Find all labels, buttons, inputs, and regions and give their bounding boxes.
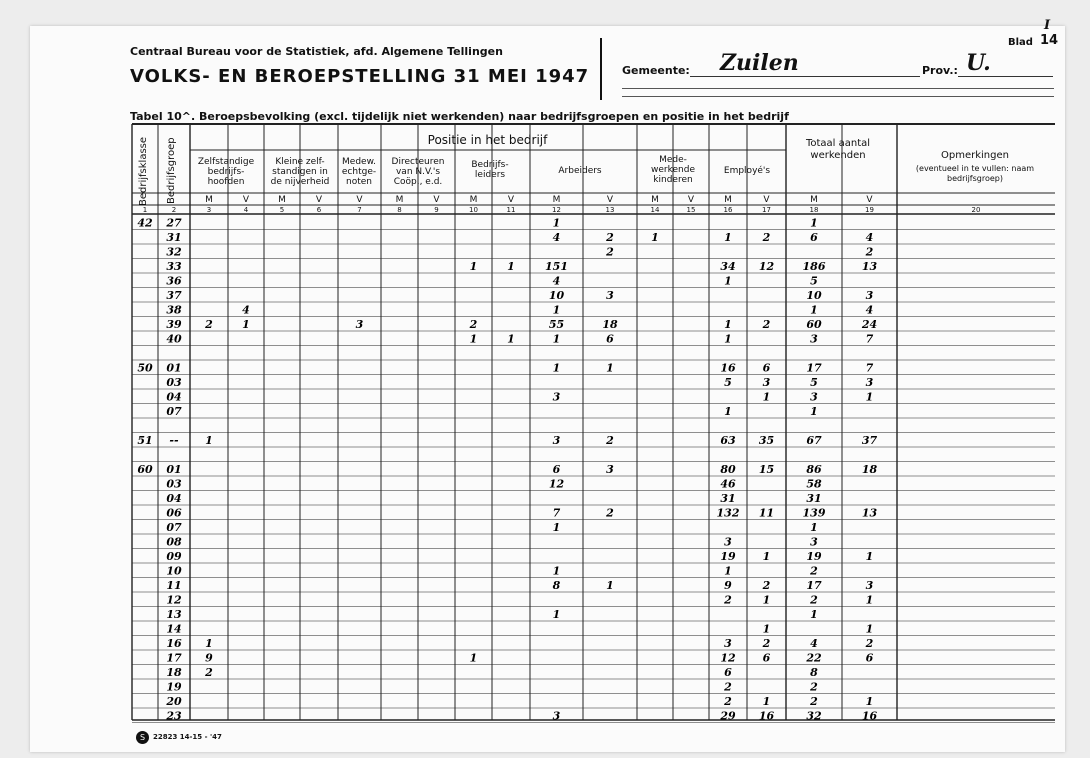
column-number: 6 <box>316 206 322 214</box>
row-bedrijfsgroep: 13 <box>166 608 182 621</box>
table-cell-value: 3 <box>552 709 561 723</box>
table-cell-value: 1 <box>651 231 659 244</box>
table-cell-value: 2 <box>606 245 614 259</box>
column-number: 8 <box>397 206 402 214</box>
row-bedrijfsgroep: 01 <box>166 361 182 375</box>
row-bedrijfsgroep: 10 <box>166 564 182 578</box>
row-bedrijfsgroep: 03 <box>166 477 182 491</box>
table-cell-value: 1 <box>810 521 818 534</box>
table-cell-value: 4 <box>865 303 874 317</box>
row-bedrijfsgroep: 36 <box>166 274 182 288</box>
column-number: 1 <box>142 206 148 214</box>
table-cell-value: 2 <box>469 318 478 331</box>
table-cell-value: 1 <box>507 260 515 273</box>
table-cell-value: 2 <box>762 231 771 244</box>
table-cell-value: 1 <box>724 274 732 288</box>
row-bedrijfsgroep: 39 <box>166 318 182 331</box>
table-cell-value: 1 <box>762 390 771 404</box>
group-medewerkende: Mede- werkende kinderen <box>651 155 695 185</box>
table-cell-value: 1 <box>865 593 874 607</box>
row-bedrijfsgroep: 37 <box>166 289 182 302</box>
prov-value: U. <box>966 50 991 76</box>
row-bedrijfsgroep: 07 <box>166 521 182 534</box>
column-number: 19 <box>865 206 874 214</box>
table-cell-value: 4 <box>865 231 874 244</box>
table-cell-value: 3 <box>810 332 818 346</box>
table-cell-value: 1 <box>507 332 515 346</box>
table-cell-value: 1 <box>810 608 818 621</box>
table-cell-value: 1 <box>865 695 874 708</box>
table-cell-value: 6 <box>552 463 561 476</box>
group-opmerkingen: Opmerkingen <box>941 150 1009 161</box>
mv-label: V <box>315 195 323 205</box>
table-cell-value: 6 <box>724 666 732 679</box>
table-cell-value: 1 <box>606 579 614 592</box>
column-number: 7 <box>357 206 362 214</box>
table-cell-value: 15 <box>758 463 775 476</box>
table-cell-value: 3 <box>865 289 874 302</box>
table-cell-value: 17 <box>806 361 822 375</box>
row-bedrijfsgroep: 18 <box>166 666 182 679</box>
census-title: VOLKS- EN BEROEPSTELLING 31 MEI 1947 <box>130 66 590 87</box>
table-cell-value: 2 <box>724 680 732 694</box>
table-cell-value: 80 <box>720 463 736 476</box>
group-employes: Employé's <box>723 166 771 176</box>
column-number: 18 <box>809 206 819 214</box>
mv-label: V <box>606 195 614 205</box>
table-cell-value: 12 <box>548 477 565 491</box>
group-zelfstandige: Zelfstandige bedrijfs- hoofden <box>197 157 255 187</box>
table-cell-value: 2 <box>606 434 614 447</box>
column-number: 15 <box>686 206 696 214</box>
table-cell-value: 12 <box>720 651 736 665</box>
table-cell-value: 1 <box>724 332 732 346</box>
table-cell-value: 2 <box>810 564 818 578</box>
column-number: 10 <box>469 206 478 214</box>
table-cell-value: 22 <box>806 651 822 665</box>
table-cell-value: 3 <box>810 535 818 549</box>
table-cell-value: 37 <box>861 434 878 447</box>
col-bedrijfsgroep: Bedrijfsgroep <box>166 137 177 205</box>
row-bedrijfsklasse: 60 <box>137 463 153 476</box>
column-number: 11 <box>506 206 516 214</box>
table-cell-value: 4 <box>242 303 250 317</box>
column-number: 12 <box>552 206 561 214</box>
gemeente-value: Zuilen <box>720 50 799 76</box>
table-cell-value: 9 <box>205 651 213 665</box>
table-cell-value: 132 <box>716 506 740 520</box>
table-cell-value: 1 <box>552 332 561 346</box>
row-bedrijfsgroep: 04 <box>166 492 182 505</box>
table-cell-value: 7 <box>865 361 874 375</box>
table-cell-value: 3 <box>606 463 614 476</box>
row-bedrijfsklasse: 50 <box>137 361 153 375</box>
table-cell-value: 1 <box>762 550 771 563</box>
row-bedrijfsgroep: 09 <box>166 550 182 563</box>
table-cell-value: 2 <box>724 593 732 607</box>
table-cell-value: 18 <box>602 318 618 331</box>
table-cell-value: 1 <box>810 216 818 230</box>
blad-label: Blad <box>1008 37 1033 48</box>
table-cell-value: 3 <box>724 535 732 549</box>
table-cell-value: 1 <box>724 405 732 418</box>
group-arbeiders: Arbeiders <box>558 166 602 176</box>
table-cell-value: 1 <box>242 318 250 331</box>
table-cell-value: 151 <box>545 260 568 273</box>
row-bedrijfsgroep: 17 <box>166 651 182 665</box>
table-cell-value: 16 <box>720 361 736 375</box>
table-cell-value: 6 <box>865 651 874 665</box>
table-cell-value: 139 <box>802 506 826 520</box>
group-kleine: Kleine zelf- standigen in de nijverheid <box>270 157 330 187</box>
table-cell-value: 5 <box>724 376 732 389</box>
table-cell-value: 6 <box>606 332 614 346</box>
row-bedrijfsgroep: 03 <box>166 376 182 389</box>
mv-label: M <box>810 195 818 205</box>
table-cell-value: 55 <box>548 318 565 331</box>
table-cell-value: 8 <box>552 579 561 592</box>
table-cell-value: 34 <box>720 260 736 273</box>
table-cell-value: 35 <box>758 434 775 447</box>
cbs-logo-icon: S <box>136 731 149 744</box>
table-cell-value: 5 <box>810 274 818 288</box>
positie-header: Positie in het bedrijf <box>427 133 548 147</box>
column-number: 3 <box>206 206 212 214</box>
table-cell-value: 2 <box>810 695 818 708</box>
table-cell-value: 1 <box>552 608 561 621</box>
row-bedrijfsgroep: 01 <box>166 463 182 476</box>
table-cell-value: 31 <box>720 492 736 505</box>
table-cell-value: 10 <box>548 289 565 302</box>
table-cell-value: 2 <box>762 318 771 331</box>
mv-label: V <box>763 195 770 205</box>
table-cell-value: 3 <box>724 637 732 650</box>
table-cell-value: 4 <box>810 637 818 650</box>
table-cell-value: 2 <box>865 637 874 650</box>
mv-label: V <box>507 195 515 205</box>
table-cell-value: 4 <box>552 274 561 288</box>
table-cell-value: 3 <box>355 318 364 331</box>
table-cell-value: 13 <box>861 506 878 520</box>
table-cell-value: 19 <box>806 550 822 563</box>
table-cell-value: 58 <box>806 477 822 491</box>
group-totaal: Totaal aantal werkenden <box>805 138 871 161</box>
table-cell-value: 3 <box>810 390 818 404</box>
table-cell-value: 4 <box>552 231 561 244</box>
table-cell-value: 13 <box>861 260 878 273</box>
table-cell-value: 1 <box>810 303 818 317</box>
mv-label: M <box>552 195 561 205</box>
mv-label: V <box>433 195 440 205</box>
mv-label: V <box>356 195 363 205</box>
table-cell-value: 2 <box>205 666 213 679</box>
table-cell-value: 86 <box>806 463 822 476</box>
mv-label: M <box>205 195 213 205</box>
bureau-line: Centraal Bureau voor de Statistiek, afd. Algemene Tellingen <box>130 45 503 58</box>
table-cell-value: 2 <box>762 637 771 650</box>
column-number: 20 <box>971 206 981 214</box>
column-number: 16 <box>723 206 733 214</box>
table-cell-value: 3 <box>606 289 614 302</box>
table-cell-value: 8 <box>810 666 818 679</box>
table-cell-value: 18 <box>861 463 878 476</box>
table-cell-value: 9 <box>724 579 732 592</box>
table-cell-value: 2 <box>810 680 818 694</box>
table-cell-value: 3 <box>552 390 561 404</box>
table-cell-value: 2 <box>724 695 732 708</box>
row-bedrijfsgroep: 04 <box>166 390 182 404</box>
prov-label: Prov.: <box>922 64 958 77</box>
table-cell-value: 1 <box>469 651 478 665</box>
table-cell-value: 3 <box>762 376 771 389</box>
mv-label: M <box>469 195 478 205</box>
mv-label: V <box>687 195 695 205</box>
row-bedrijfsgroep: 32 <box>166 245 182 259</box>
group-medew: Medew. echtge- noten <box>341 157 377 187</box>
table-cell-value: 32 <box>806 709 822 723</box>
table-cell-value: 1 <box>724 564 732 578</box>
group-directeuren: Directeuren van N.V.'s Coöp., e.d. <box>391 157 445 187</box>
table-cell-value: 1 <box>552 521 561 534</box>
table-cell-value: 1 <box>469 332 478 346</box>
table-cell-value: 1 <box>724 318 732 331</box>
table-cell-value: 1 <box>552 303 561 317</box>
table-cell-value: 10 <box>806 289 822 302</box>
table-cell-value: 1 <box>552 564 561 578</box>
row-bedrijfsgroep: 23 <box>166 709 182 723</box>
row-bedrijfsgroep: 12 <box>166 593 182 607</box>
table-cell-value: 2 <box>606 231 614 244</box>
table-cell-value: 1 <box>606 361 614 375</box>
row-bedrijfsgroep: 19 <box>166 680 182 694</box>
table-cell-value: 5 <box>810 376 818 389</box>
table-cell-value: 2 <box>205 318 213 331</box>
table-cell-value: 1 <box>552 216 561 230</box>
table-cell-value: 2 <box>606 506 614 520</box>
blad-roman: I <box>1044 18 1051 33</box>
table-cell-value: 6 <box>762 361 771 375</box>
row-bedrijfsgroep: 38 <box>166 303 182 317</box>
mv-label: V <box>242 195 250 205</box>
group-bedrijfsleiders: Bedrijfs- leiders <box>471 160 509 180</box>
table-cell-value: 3 <box>552 434 561 447</box>
table-cell-value: 1 <box>205 637 213 650</box>
table-cell-value: 7 <box>552 506 561 520</box>
column-number: 5 <box>279 206 285 214</box>
table-cell-value: 46 <box>720 477 736 491</box>
row-bedrijfsklasse: 51 <box>137 434 153 447</box>
row-bedrijfsklasse: 42 <box>137 216 153 230</box>
row-bedrijfsgroep: 27 <box>166 216 182 230</box>
blad-number: 14 <box>1040 33 1059 48</box>
column-number: 4 <box>243 206 249 214</box>
row-bedrijfsgroep: 06 <box>166 506 182 520</box>
table-cell-value: 16 <box>861 709 878 723</box>
table-cell-value: 12 <box>758 260 775 273</box>
mv-label: M <box>278 195 286 205</box>
group-opmerkingen-sub: (eventueel in te vullen: naam bedrijfsgroep) <box>915 164 1035 183</box>
row-bedrijfsgroep: -- <box>169 434 179 447</box>
column-number: 13 <box>605 206 615 214</box>
table-cell-value: 1 <box>205 434 213 447</box>
table-cell-value: 1 <box>469 260 478 273</box>
col-bedrijfsklasse: Bedrijfsklasse <box>138 136 149 206</box>
table-cell-value: 2 <box>810 593 818 607</box>
row-bedrijfsgroep: 07 <box>166 405 182 418</box>
table-cell-value: 1 <box>865 550 874 563</box>
table-cell-value: 17 <box>806 579 822 592</box>
row-bedrijfsgroep: 40 <box>166 332 182 346</box>
table-cell-value: 1 <box>865 622 874 636</box>
column-number: 9 <box>434 206 439 214</box>
table-cell-value: 24 <box>861 318 878 331</box>
table-cell-value: 7 <box>865 332 874 346</box>
mv-label: V <box>866 195 873 205</box>
row-bedrijfsgroep: 16 <box>166 637 182 650</box>
table-cell-value: 1 <box>552 361 561 375</box>
mv-label: M <box>651 195 659 205</box>
table-cell-value: 2 <box>762 579 771 592</box>
row-bedrijfsgroep: 11 <box>166 579 182 592</box>
row-bedrijfsgroep: 20 <box>166 695 182 708</box>
table-caption: Tabel 10^. Beroepsbevolking (excl. tijdelijk niet werkenden) naar bedrijfsgroepen en positie in het bedrijf <box>130 110 789 123</box>
row-bedrijfsgroep: 33 <box>166 260 182 273</box>
table-cell-value: 186 <box>802 260 826 273</box>
table-cell-value: 60 <box>806 318 822 331</box>
table-cell-value: 1 <box>865 390 874 404</box>
table-cell-value: 1 <box>810 405 818 418</box>
column-number: 14 <box>650 206 660 214</box>
table-cell-value: 6 <box>762 651 771 665</box>
table-cell-value: 2 <box>865 245 874 259</box>
table-cell-value: 3 <box>865 376 874 389</box>
table-cell-value: 3 <box>865 579 874 592</box>
row-bedrijfsgroep: 08 <box>166 535 182 549</box>
column-number: 2 <box>171 206 177 214</box>
table-cell-value: 19 <box>720 550 736 563</box>
table-cell-value: 16 <box>758 709 775 723</box>
table-cell-value: 6 <box>810 231 818 244</box>
row-bedrijfsgroep: 14 <box>166 622 182 636</box>
table-cell-value: 63 <box>720 434 736 447</box>
footer-code: 22823 14-15 - '47 <box>153 733 222 741</box>
column-number: 17 <box>762 206 771 214</box>
row-bedrijfsgroep: 31 <box>166 231 182 244</box>
table-cell-value: 31 <box>806 492 822 505</box>
table-cell-value: 29 <box>720 709 736 723</box>
table-cell-value: 67 <box>806 434 822 447</box>
table-cell-value: 1 <box>724 231 732 244</box>
mv-label: M <box>395 195 404 205</box>
mv-label: M <box>724 195 732 205</box>
gemeente-label: Gemeente: <box>622 64 690 77</box>
table-cell-value: 1 <box>762 622 771 636</box>
table-cell-value: 11 <box>758 506 775 520</box>
table-cell-value: 1 <box>762 593 771 607</box>
table-cell-value: 1 <box>762 695 771 708</box>
